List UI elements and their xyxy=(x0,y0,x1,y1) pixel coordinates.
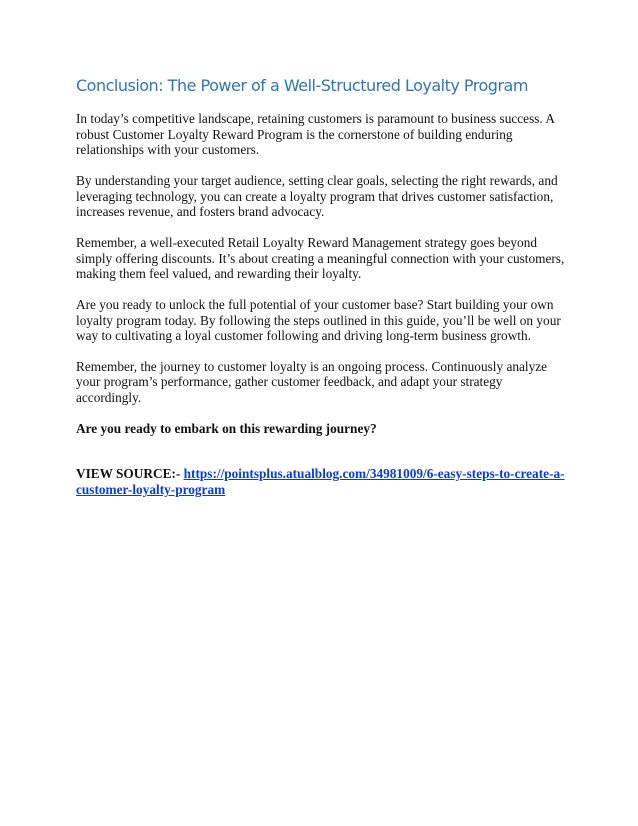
paragraph-intro: In today’s competitive landscape, retaining customers is paramount to business success. A robust Customer Loyalty Reward Program is the cornerstone of building enduring relationships with your customers. xyxy=(76,111,555,158)
paragraph-call-to-action: Are you ready to unlock the full potential of your customer base? Start building your own loyalty program today. By following the steps outlined in this guide, you’ll be well on your way to cultivating a loyal customer following and driving long-term business growth. xyxy=(76,296,561,344)
paragraph-understanding: By understanding your target audience, setting clear goals, selecting the right rewards, and leveraging technology, you can create a loyalty program that drives customer satisfaction, increases revenue, and fosters brand advocacy. xyxy=(76,172,558,220)
document-body xyxy=(76,111,568,513)
closing-question: Are you ready to embark on this rewarding journey? xyxy=(76,420,377,436)
paragraph-strategy: Remember, a well-executed Retail Loyalty Reward Management strategy goes beyond simply offering discounts. It’s about creating a meaningful connection with your customers, making them feel valued, and rewarding their loyalty. xyxy=(76,234,565,282)
page-title: Conclusion: The Power of a Well-Structured Loyalty Program xyxy=(76,76,528,95)
source-link[interactable]: https://pointsplus.atualblog.com/34981009/6-easy-steps-to-create-a-customer-loyalty-program xyxy=(76,466,565,498)
view-source xyxy=(76,466,568,497)
paragraph-journey: Remember, the journey to customer loyalty is an ongoing process. Continuously analyze your program’s performance, gather customer feedback, and adapt your strategy accordingly. xyxy=(76,358,548,406)
view-source-label: VIEW SOURCE:- xyxy=(76,466,184,482)
